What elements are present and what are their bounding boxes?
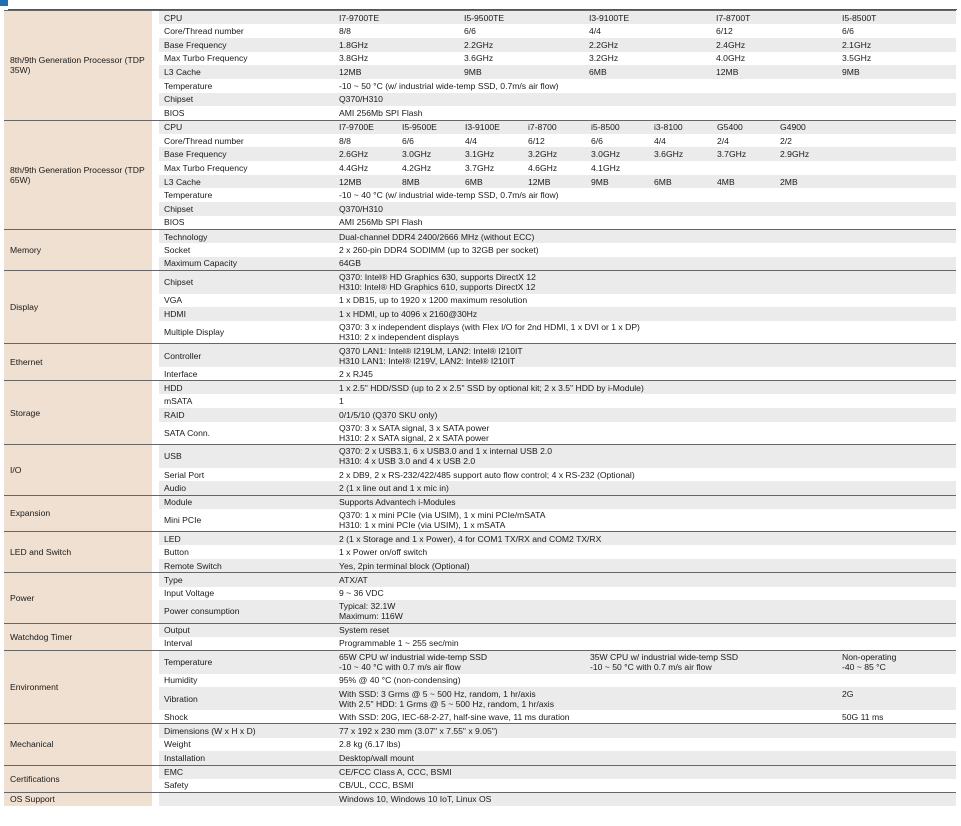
category-label: LED and Switch	[4, 532, 152, 573]
spec-value: -10 ~ 50 °C (w/ industrial wide-temp SSD, 0.7m/s air flow)	[339, 80, 559, 91]
spec-row	[4, 765, 956, 779]
spec-value: G4900	[780, 122, 806, 133]
spec-label: Serial Port	[164, 469, 205, 480]
spec-value: 3.8GHz	[339, 53, 369, 64]
spec-value: 3.7GHz	[465, 162, 495, 173]
spec-row	[4, 445, 956, 468]
spec-value: Q370: 3 x SATA signal, 3 x SATA power H310: 2 x SATA signal, 2 x SATA power	[339, 422, 490, 443]
spec-value: Q370: 2 x USB3.1, 6 x USB3.0 and 1 x internal USB 2.0 H310: 4 x USB 3.0 and 4 x USB 2.0	[339, 446, 553, 467]
spec-label: Remote Switch	[164, 560, 222, 571]
spec-label: Technology	[164, 231, 208, 242]
spec-value: 4/4	[589, 26, 601, 37]
spec-label: Type	[164, 574, 183, 585]
spec-value: 4.1GHz	[591, 162, 621, 173]
spec-label: mSATA	[164, 396, 193, 407]
spec-row	[4, 120, 956, 134]
spec-row	[4, 381, 956, 395]
spec-row	[4, 495, 956, 509]
spec-value: 3.5GHz	[842, 53, 872, 64]
spec-row	[4, 11, 956, 25]
spec-label: Vibration	[164, 693, 198, 704]
spec-value: G5400	[717, 122, 743, 133]
spec-value	[590, 712, 842, 722]
spec-label: L3 Cache	[164, 176, 201, 187]
spec-label: HDMI	[164, 309, 186, 320]
spec-label: Chipset	[164, 277, 194, 288]
spec-label: Base Frequency	[164, 149, 227, 160]
spec-value: I3-9100TE	[589, 12, 630, 23]
spec-value: Desktop/wall mount	[339, 752, 414, 763]
spec-label: Temperature	[164, 657, 213, 668]
spec-row	[4, 623, 956, 637]
category-label: Memory	[4, 230, 152, 271]
spec-value	[780, 163, 955, 173]
spec-label: Button	[164, 547, 189, 558]
spec-value: AMI 256Mb SPI Flash	[339, 217, 423, 228]
spec-value: Q370: 1 x mini PCIe (via USIM), 1 x mini PCIe/mSATA H310: 1 x mini PCIe (via USIM), 1 x mSATA	[339, 510, 546, 530]
spec-value: 4MB	[717, 176, 735, 187]
spec-value: AMI 256Mb SPI Flash	[339, 107, 423, 118]
spec-value: 64GB	[339, 258, 361, 269]
spec-value: 2 x DB9, 2 x RS-232/422/485 support auto flow control; 4 x RS-232 (Optional)	[339, 469, 635, 480]
category-label: Storage	[4, 381, 152, 445]
spec-value: CB/UL, CCC, BSMI	[339, 780, 414, 791]
category-label: Watchdog Timer	[4, 623, 152, 650]
spec-label: Temperature	[164, 190, 213, 201]
spec-label: CPU	[164, 12, 183, 23]
spec-value: Q370: Intel® HD Graphics 630, supports DirectX 12 H310: Intel® HD Graphics 610, supports DirectX 12	[339, 272, 536, 293]
category-label: I/O	[4, 445, 152, 495]
spec-label: Weight	[164, 739, 191, 750]
spec-value: 4.2GHz	[402, 162, 432, 173]
spec-value: 2/4	[717, 135, 729, 146]
spec-label: L3 Cache	[164, 67, 201, 78]
spec-value: i3-8100	[654, 122, 683, 133]
category-label: Power	[4, 573, 152, 623]
spec-value: 95% @ 40 °C (non-condensing)	[339, 675, 461, 686]
spec-value: 3.2GHz	[589, 53, 619, 64]
spec-value: CE/FCC Class A, CCC, BSMI	[339, 767, 452, 778]
spec-value: -10 ~ 40 °C (w/ industrial wide-temp SSD, 0.7m/s air flow)	[339, 190, 559, 201]
spec-value: Typical: 32.1W Maximum: 116W	[339, 601, 403, 622]
spec-value: I5-9500TE	[464, 12, 505, 23]
spec-value: 9MB	[464, 67, 482, 78]
spec-row	[4, 271, 956, 294]
spec-value: 6MB	[654, 176, 672, 187]
spec-label: EMC	[164, 767, 184, 778]
spec-value: I5-9500E	[402, 122, 437, 133]
spec-value: 2.2GHz	[464, 39, 494, 50]
spec-value: 2.9GHz	[780, 149, 810, 160]
spec-value: 2G	[842, 688, 854, 699]
spec-value: 6MB	[465, 176, 483, 187]
spec-value: 3.1GHz	[465, 149, 495, 160]
spec-value: 3.6GHz	[654, 149, 684, 160]
spec-label: Multiple Display	[164, 327, 225, 338]
spec-value: Q370/H310	[339, 203, 383, 214]
spec-label: CPU	[164, 122, 183, 133]
category-label: Expansion	[4, 495, 152, 532]
spec-label: Humidity	[164, 675, 198, 686]
spec-value: i5-8500	[591, 122, 620, 133]
spec-value: Programmable 1 ~ 255 sec/min	[339, 638, 459, 649]
spec-value: System reset	[339, 625, 390, 636]
spec-value	[654, 163, 717, 173]
spec-value: 2.2GHz	[589, 39, 619, 50]
spec-value: 3.7GHz	[717, 149, 747, 160]
spec-value	[717, 163, 780, 173]
spec-value: 2 (1 x line out and 1 x mic in)	[339, 482, 449, 493]
spec-label: Shock	[164, 711, 188, 722]
spec-value: 1.8GHz	[339, 39, 369, 50]
spec-label: Controller	[164, 350, 202, 361]
spec-label: BIOS	[164, 217, 185, 228]
spec-value: 2.6GHz	[339, 149, 369, 160]
spec-value: 1 x 2.5" HDD/SSD (up to 2 x 2.5" SSD by optional kit; 2 x 3.5" HDD by i-Module)	[339, 382, 644, 393]
spec-label: Max Turbo Frequency	[164, 53, 248, 64]
spec-value: 12MB	[528, 176, 551, 187]
spec-value: 4.6GHz	[528, 162, 558, 173]
spec-value	[590, 689, 842, 709]
spec-value: 77 x 192 x 230 mm (3.07" x 7.55" x 9.05")	[339, 726, 498, 737]
spec-value: 4.0GHz	[716, 53, 746, 64]
category-label: 8th/9th Generation Processor (TDP 35W)	[4, 11, 152, 121]
category-label: Display	[4, 271, 152, 344]
spec-value: Q370/H310	[339, 94, 383, 105]
spec-label: Base Frequency	[164, 39, 227, 50]
spec-value: I3-9100E	[465, 122, 500, 133]
spec-value: I7-9700E	[339, 122, 374, 133]
spec-value: Q370 LAN1: Intel® I219LM, LAN2: Intel® I210IT H310 LAN1: Intel® I219V, LAN2: Intel® I210IT	[339, 345, 523, 366]
spec-value: ATX/AT	[339, 574, 368, 585]
spec-value: 6/6	[402, 135, 414, 146]
spec-value: 2 (1 x Storage and 1 x Power), 4 for COM1 TX/RX and COM2 TX/RX	[339, 533, 602, 544]
spec-value: 12MB	[339, 176, 362, 187]
spec-value: I5-8500T	[842, 12, 877, 23]
spec-label: Interface	[164, 368, 198, 379]
spec-label: SATA Conn.	[164, 427, 211, 438]
spec-value: 35W CPU w/ industrial wide-temp SSD -10 ~ 50 °C with 0.7 m/s air flow	[590, 652, 739, 673]
spec-label: Socket	[164, 245, 191, 256]
spec-value: 1 x DB15, up to 1920 x 1200 maximum resolution	[339, 295, 528, 306]
spec-value: 3.2GHz	[528, 149, 558, 160]
spec-value: Dual-channel DDR4 2400/2666 MHz (without ECC)	[339, 231, 535, 242]
spec-label: Chipset	[164, 203, 194, 214]
spec-label: Interval	[164, 638, 193, 649]
spec-value: 6/12	[716, 26, 733, 37]
spec-value: 3.0GHz	[402, 149, 432, 160]
spec-label: HDD	[164, 382, 183, 393]
spec-row	[4, 651, 956, 674]
spec-value: 8/8	[339, 26, 351, 37]
spec-label: Temperature	[164, 80, 213, 91]
category-label: Ethernet	[4, 344, 152, 381]
spec-value: With SSD: 3 Grms @ 5 ~ 500 Hz, random, 1 hr/axis With 2.5" HDD: 1 Grms @ 5 ~ 500 Hz, random, 1 hr/axis	[339, 688, 554, 709]
spec-value: With SSD: 20G, IEC-68-2-27, half-sine wave, 11 ms duration	[339, 711, 570, 722]
spec-row	[4, 724, 956, 738]
spec-value: 6/6	[842, 26, 854, 37]
spec-table	[4, 10, 956, 806]
spec-value: 1 x Power on/off switch	[339, 547, 428, 558]
spec-row	[4, 792, 956, 806]
spec-value: 2.4GHz	[716, 39, 746, 50]
category-label: OS Support	[4, 792, 152, 806]
spec-label: Max Turbo Frequency	[164, 162, 248, 173]
spec-label: Chipset	[164, 94, 194, 105]
spec-label: Power consumption	[164, 606, 240, 617]
spec-label: Audio	[164, 482, 186, 493]
category-label: Mechanical	[4, 724, 152, 765]
spec-row	[4, 573, 956, 587]
spec-value: Windows 10, Windows 10 IoT, Linux OS	[339, 794, 492, 805]
spec-value: 2.1GHz	[842, 39, 872, 50]
spec-label: Core/Thread number	[164, 26, 244, 37]
spec-value: 2 x 260-pin DDR4 SODIMM (up to 32GB per socket)	[339, 245, 539, 256]
spec-value: 8/8	[339, 135, 351, 146]
spec-value: Yes, 2pin terminal block (Optional)	[339, 560, 470, 571]
spec-label: USB	[164, 451, 182, 462]
spec-value: 4/4	[465, 135, 477, 146]
spec-value: 1	[339, 396, 344, 407]
spec-value: 9MB	[591, 176, 609, 187]
spec-value: 65W CPU w/ industrial wide-temp SSD -10 ~ 40 °C with 0.7 m/s air flow	[339, 652, 488, 673]
spec-label: Installation	[164, 752, 206, 763]
spec-value: Supports Advantech i-Modules	[339, 497, 456, 508]
spec-value: 6MB	[589, 67, 607, 78]
spec-label: BIOS	[164, 107, 185, 118]
spec-label: Mini PCIe	[164, 515, 202, 525]
spec-value: 2 x RJ45	[339, 368, 373, 379]
spec-value: 2.8 kg (6.17 lbs)	[339, 739, 401, 750]
category-label: Environment	[4, 651, 152, 724]
spec-label: Safety	[164, 780, 189, 791]
spec-value: i7-8700	[528, 122, 557, 133]
spec-row	[4, 532, 956, 546]
spec-label: Core/Thread number	[164, 135, 244, 146]
spec-label: RAID	[164, 409, 185, 420]
spec-row	[4, 230, 956, 244]
spec-value: 1 x HDMI, up to 4096 x 2160@30Hz	[339, 309, 478, 320]
spec-value: 9MB	[842, 67, 860, 78]
spec-value: 12MB	[339, 67, 362, 78]
spec-value: I7-8700T	[716, 12, 751, 23]
spec-label: LED	[164, 533, 181, 544]
spec-label: Input Voltage	[164, 588, 215, 599]
spec-value: 8MB	[402, 176, 420, 187]
spec-value: 3.6GHz	[464, 53, 494, 64]
spec-value: 12MB	[716, 67, 739, 78]
spec-value: 2MB	[780, 176, 798, 187]
spec-label: Maximum Capacity	[164, 258, 238, 269]
spec-value: 4.4GHz	[339, 162, 369, 173]
spec-value: 6/12	[528, 135, 545, 146]
spec-value: 2/2	[780, 135, 792, 146]
spec-label: VGA	[164, 295, 183, 306]
spec-row	[4, 344, 956, 367]
spec-value: 9 ~ 36 VDC	[339, 588, 384, 599]
category-label: Certifications	[4, 765, 152, 792]
spec-label: Dimensions (W x H x D)	[164, 726, 256, 737]
category-label: 8th/9th Generation Processor (TDP 65W)	[4, 120, 152, 230]
spec-value: 50G 11 ms	[842, 711, 884, 722]
spec-value: I7-9700TE	[339, 12, 380, 23]
spec-value: 4/4	[654, 135, 666, 146]
spec-value: 6/6	[591, 135, 603, 146]
spec-label: Output	[164, 625, 190, 636]
spec-value: Non-operating -40 ~ 85 °C	[842, 652, 897, 673]
header-accent-bar	[0, 0, 8, 6]
spec-label: Module	[164, 497, 193, 508]
spec-value: Q370: 3 x independent displays (with Flex I/O for 2nd HDMI, 1 x DVI or 1 x DP) H310: 2 x independent displays	[339, 322, 640, 343]
spec-value: 6/6	[464, 26, 476, 37]
spec-value: 3.0GHz	[591, 149, 621, 160]
spec-value: 0/1/5/10 (Q370 SKU only)	[339, 409, 438, 420]
